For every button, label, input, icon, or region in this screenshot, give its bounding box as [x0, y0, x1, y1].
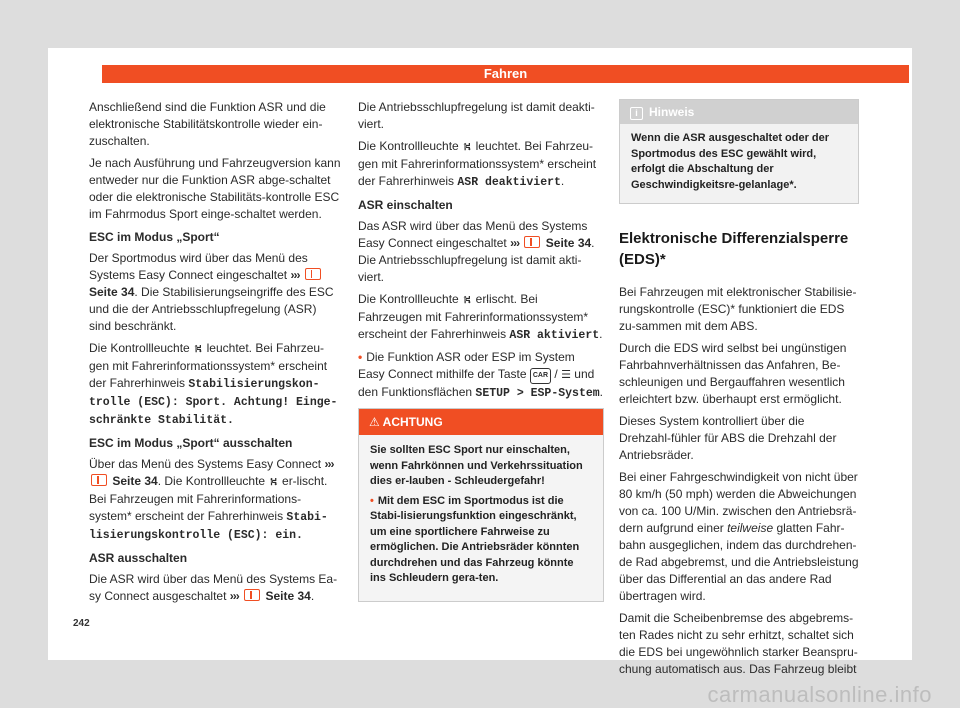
menu-path: SETUP > ESP-System	[475, 387, 600, 400]
esc-lamp-icon: ⛕	[194, 343, 203, 355]
bullet-icon: •	[358, 350, 363, 364]
warning-box	[358, 408, 604, 602]
column-middle	[358, 99, 604, 602]
paragraph: Durch die EDS wird selbst bei ungünstigen Fahrbahnverhältnissen das Anfahren, Be-schleunigen und Bergauffahren wesentlich erleichtert bzw. überhaupt erst ermöglicht.	[619, 341, 847, 406]
book-icon	[524, 236, 540, 248]
page-header: Fahren	[102, 65, 909, 83]
paragraph: Je nach Ausführung und Fahrzeugversion kann entweder nur die Funktion ASR abge-schaltet oder die elektronische Stabilitäts-kontrolle ESC im Fahrmodus Sport einge-schaltet werden.	[89, 156, 341, 221]
car-key-icon: CAR	[530, 368, 551, 384]
esc-lamp-icon: ⛕	[463, 141, 472, 153]
column-left	[89, 99, 341, 610]
driver-message: Stabilisierungskon-trolle (ESC): Sport. Achtung! Einge-schränkte Stabilität.	[89, 378, 338, 427]
note-title: Hinweis	[649, 105, 695, 119]
paragraph: Der Sportmodus wird über das Menü des Systems Easy Connect eingeschaltet ››› Seite 34. Die Stabilisierungseingriffe des ESC und die der Antriebsschlupfregelung (ASR) sind beschränkt.	[89, 251, 334, 333]
warning-title: ACHTUNG	[382, 415, 443, 429]
paragraph: Dieses System kontrolliert über die Drehzahl-fühler für ABS die Drehzahl der Antriebsräder.	[619, 414, 837, 462]
bullet-item: • Die Funktion ASR oder ESP im System Easy Connect mithilfe der Taste CAR / ☰ und den Funktionsflächen SETUP > ESP-System.	[358, 350, 603, 400]
paragraph: Bei einer Fahrgeschwindigkeit von nicht über 80 km/h (50 mph) werden die Abweichungen von ca. 100 U/Min. zwischen den Antriebsrä-dern aufgrund einer teilweise glatten Fahr-bahn ausgeglichen, indem das durchdrehen-de Rad abgebremst, und die Antriebsleistung über das Differential an das andere Rad übertragen wird.	[619, 470, 859, 603]
paragraph: Die Antriebsschlupfregelung ist damit deakti-viert.	[358, 100, 595, 131]
xref-arrows-icon: ›››	[324, 457, 334, 471]
paragraph: Das ASR wird über das Menü des Systems Easy Connect eingeschaltet ››› Seite 34. Die Antriebsschlupfregelung ist damit akti-viert.	[358, 219, 595, 284]
xref-arrows-icon: ›››	[510, 236, 520, 250]
subheading: ESC im Modus „Sport“	[89, 230, 220, 244]
xref-arrows-icon: ›››	[229, 589, 239, 603]
paragraph: Anschließend sind die Funktion ASR und die elektronische Stabilitätskontrolle wieder ein-zuschalten.	[89, 100, 326, 148]
note-box	[619, 99, 859, 204]
page-reference-link[interactable]: Seite 34	[112, 474, 158, 488]
subheading: ASR ausschalten	[89, 551, 188, 565]
subheading: ASR einschalten	[358, 198, 453, 212]
subheading: ESC im Modus „Sport“ ausschalten	[89, 436, 293, 450]
page-reference-link[interactable]: Seite 34	[265, 589, 311, 603]
info-icon: i	[630, 107, 643, 120]
esc-lamp-icon: ⛕	[269, 476, 278, 488]
manual-page	[48, 48, 912, 676]
bullet-icon: •	[370, 494, 374, 507]
page-number: 242	[73, 618, 90, 629]
paragraph: Die Kontrollleuchte ⛕ erlischt. Bei Fahrzeugen mit Fahrerinformationssystem* erscheint der Fahrerhinweis ASR aktiviert.	[358, 292, 603, 342]
paragraph: Über das Menü des Systems Easy Connect ››› Seite 34. Die Kontrollleuchte ⛕ er-lischt. Bei Fahrzeugen mit Fahrerinformations-system* erscheint der Fahrerhinweis Stabi-lisierungskontrolle (ESC): ein.	[89, 457, 334, 542]
paragraph: Die Kontrollleuchte ⛕ leuchtet. Bei Fahrzeu-gen mit Fahrerinformationssystem* erscheint der Fahrerhinweis Stabilisierungskon-trolle (ESC): Sport. Achtung! Einge-schränkte Stabilität.	[89, 341, 338, 427]
warning-triangle-icon: ⚠	[369, 415, 380, 429]
menu-icon: ☰	[561, 369, 571, 381]
paragraph: Die ASR wird über das Menü des Systems Ea-sy Connect ausgeschaltet ››› Seite 34.	[89, 572, 338, 603]
book-icon	[305, 268, 321, 280]
page-reference-link[interactable]: Seite 34	[89, 285, 135, 299]
note-header	[620, 100, 858, 124]
paragraph: Damit die Scheibenbremse des abgebrems-ten Rades nicht zu sehr erhitzt, schaltet sich die EDS bei ungewöhnlich starker Beanspru-chung automatisch aus. Das Fahrzeug bleibt	[619, 611, 858, 676]
driver-message: Stabi-lisierungskontrolle (ESC): ein.	[89, 511, 328, 542]
warning-body	[359, 435, 603, 601]
page-reference-link[interactable]: Seite 34	[545, 236, 592, 250]
paragraph: Die Kontrollleuchte ⛕ leuchtet. Bei Fahrzeu-gen mit Fahrerinformationssystem* erscheint der Fahrerhinweis ASR deaktiviert.	[358, 139, 597, 189]
section-title: Elektronische Differenzialsperre (EDS)*	[619, 230, 849, 268]
warning-header	[359, 409, 603, 435]
watermark: carmanualsonline.info	[707, 682, 932, 707]
esc-lamp-icon: ⛕	[463, 294, 472, 306]
paragraph: Bei Fahrzeugen mit elektronischer Stabilisie-rungskontrolle (ESC)* funktioniert die EDS zu-sammen mit dem ABS.	[619, 285, 857, 333]
warning-text: Sie sollten ESC Sport nur einschalten, wenn Fahrkönnen und Verkehrssituation dies er-lauben - Schleudergefahr!	[370, 444, 583, 487]
note-text: Wenn die ASR ausgeschaltet oder der Sportmodus des ESC gewählt wird, erfolgt die Abschaltung der Geschwindigkeitsre-gelanlage*.	[631, 132, 830, 191]
column-right	[619, 99, 859, 683]
book-icon	[244, 589, 260, 601]
book-icon	[91, 474, 107, 486]
driver-message: ASR aktiviert	[509, 329, 600, 342]
driver-message: ASR deaktiviert	[457, 176, 561, 189]
warning-bullet: • Mit dem ESC im Sportmodus ist die Stabi-lisierungsfunktion eingeschränkt, um eine sportlichere Fahrweise zu ermöglichen. Die Antriebsräder könnten durchdrehen und das Fahrzeug könnte ins Schleudern gera-ten.	[370, 494, 580, 584]
xref-arrows-icon: ›››	[290, 268, 300, 282]
